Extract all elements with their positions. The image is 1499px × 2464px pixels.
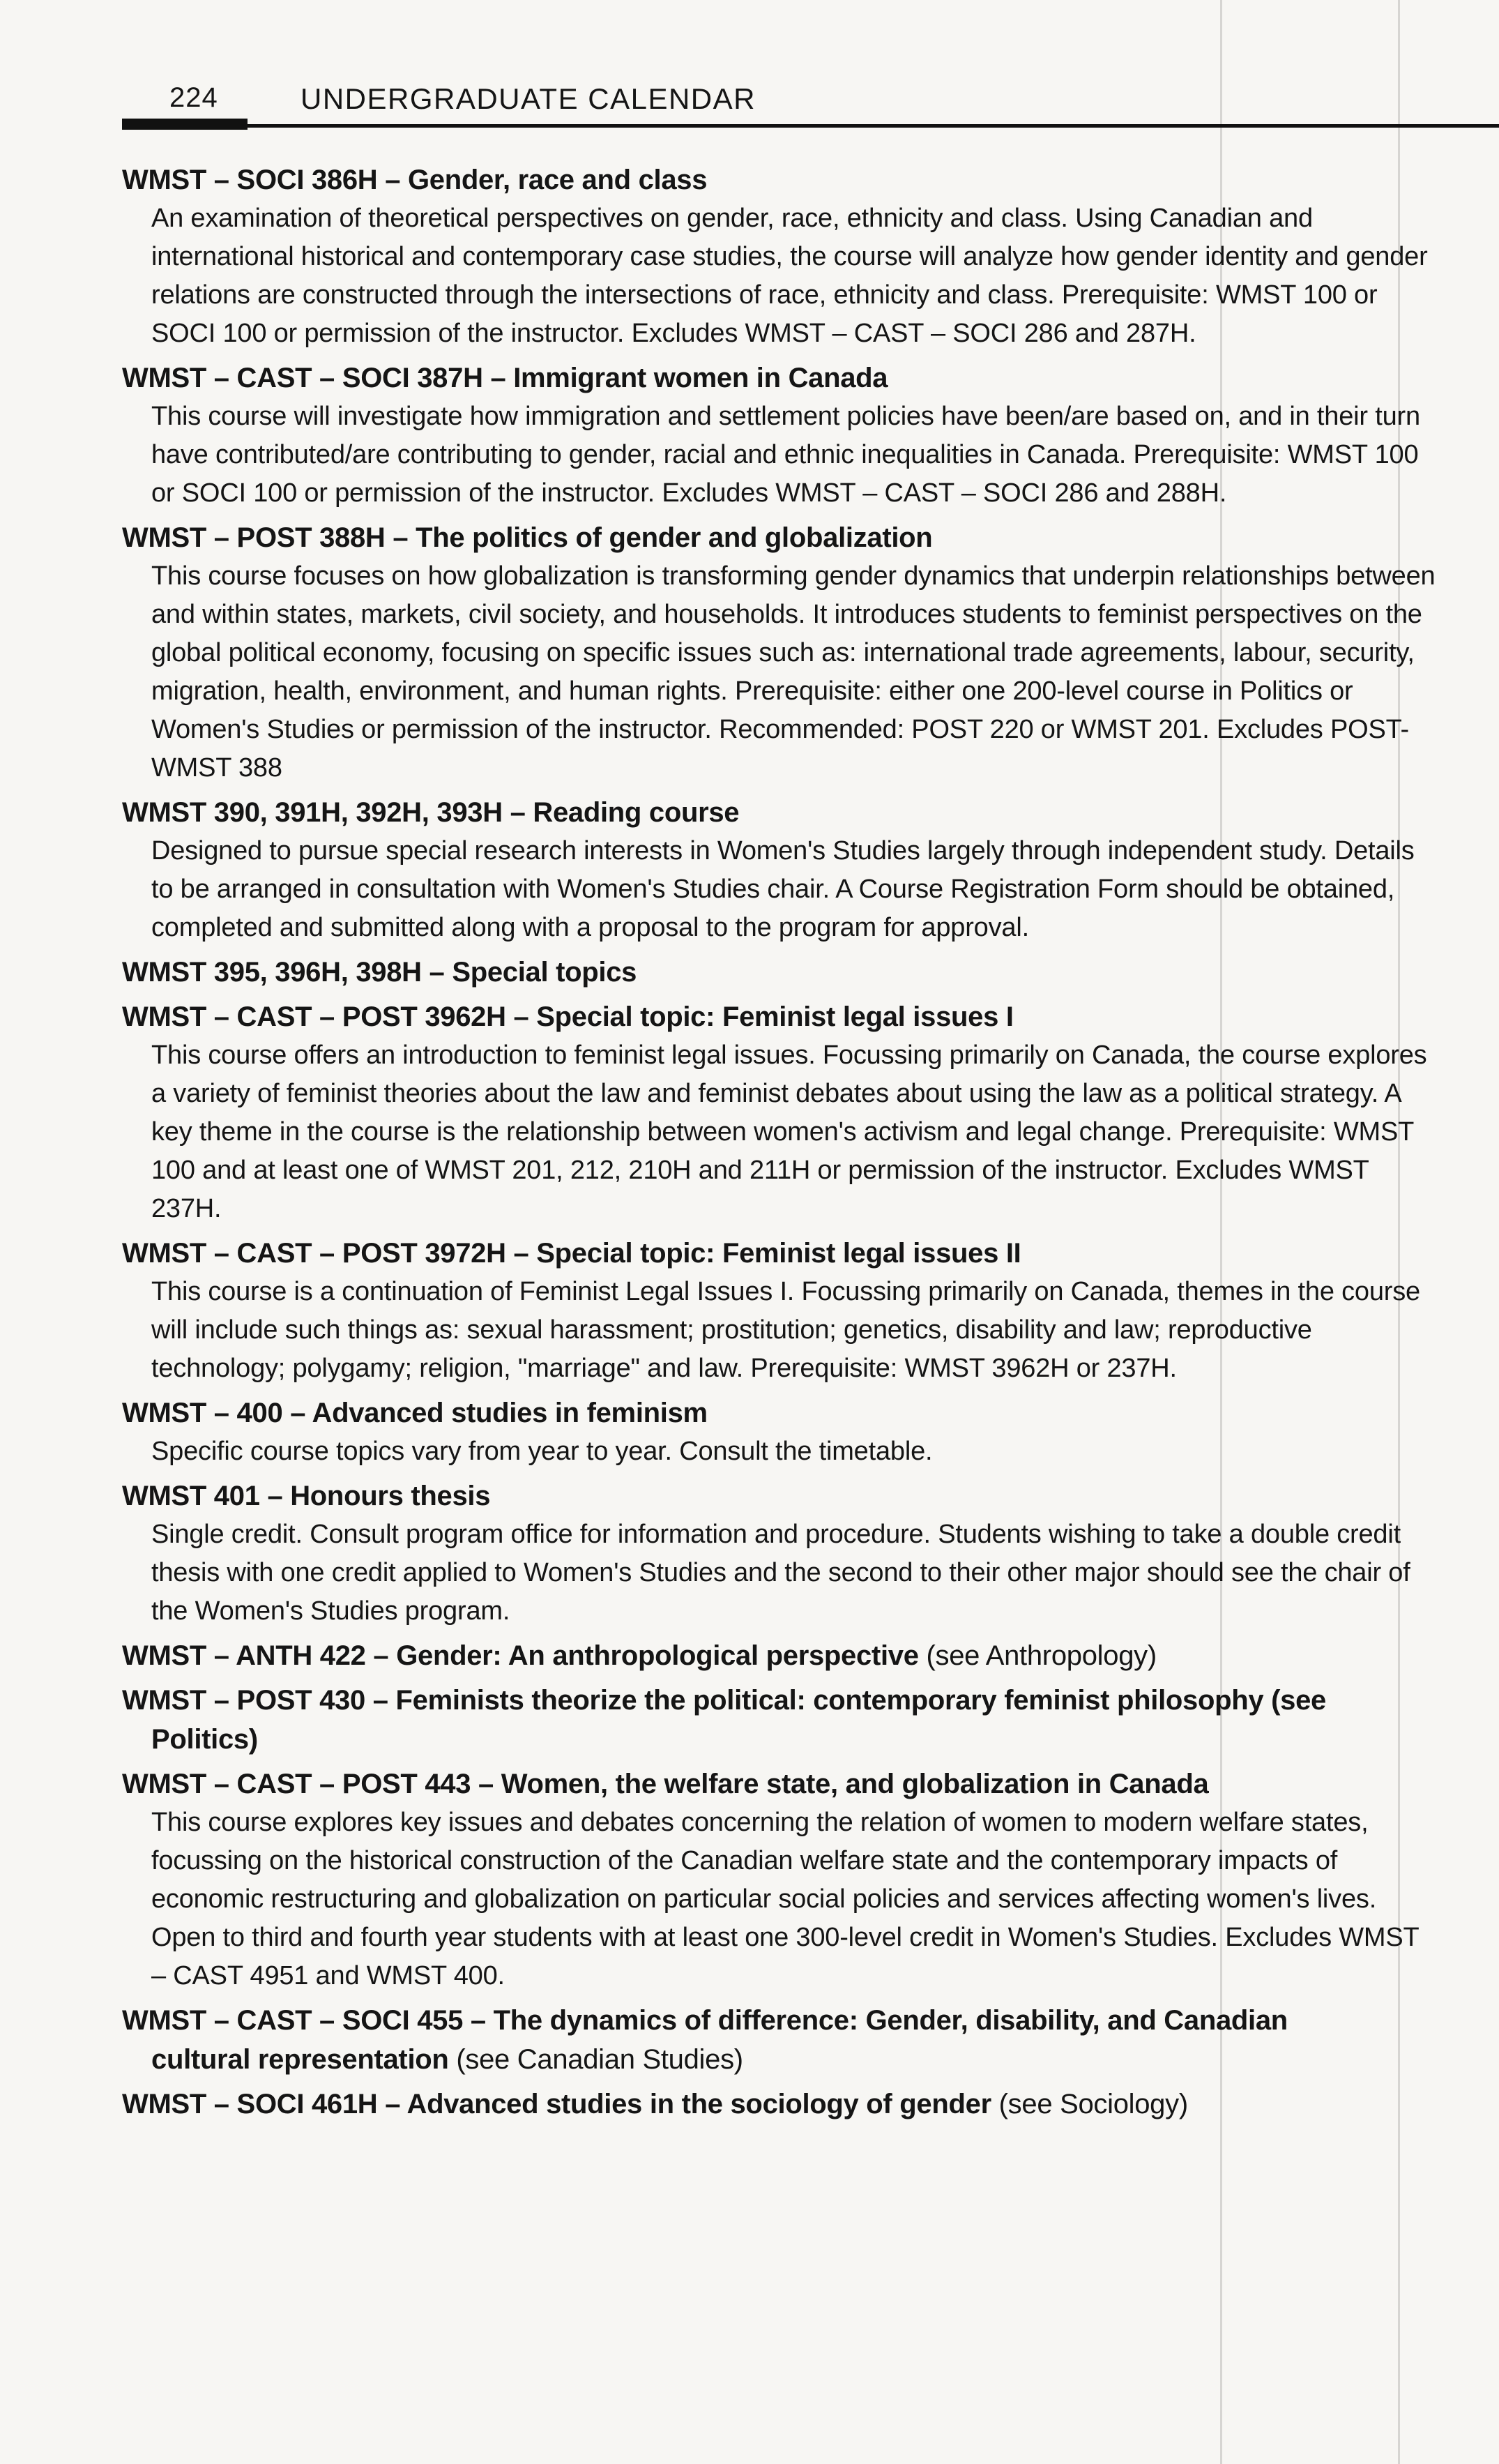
course-description: This course explores key issues and debates concerning the relation of women to modern welfare states, focussing on the historical construction of the Canadian welfare state and the contemporary impacts of economic restructuring and globalization on particular social policies and services affecting women's lives. Open to third and fourth year students with at least one 300-level credit in Women's Studies. Excludes WMST – CAST 4951 and WMST 400. bbox=[151, 1808, 1419, 1990]
course-title-text: cultural representation bbox=[151, 2044, 449, 2075]
course-title: WMST – CAST – POST 443 – Women, the welfare state, and globalization in Canada bbox=[122, 1769, 1209, 1799]
course-entry bbox=[122, 160, 1436, 353]
course-entry bbox=[122, 1476, 1436, 1631]
course-title: WMST 390, 391H, 392H, 393H – Reading course bbox=[122, 797, 740, 828]
course-entry bbox=[122, 2085, 1436, 2124]
course-entry bbox=[122, 1234, 1436, 1388]
course-description: This course offers an introduction to feminist legal issues. Focussing primarily on Canada, the course explores a variety of feminist theories about the law and feminist debates about using the law as a political strategy. A key theme in the course is the relationship between women's activism and legal change. Prerequisite: WMST 100 and at least one of WMST 201, 212, 210H and 211H or permission of the instructor. Excludes WMST 237H. bbox=[151, 1041, 1427, 1223]
course-entry bbox=[122, 2001, 1436, 2079]
header-rule bbox=[248, 124, 1499, 128]
course-entry bbox=[122, 953, 1436, 992]
course-description: Single credit. Consult program office for information and procedure. Students wishing to take a double credit thesis with one credit applied to Women's Studies and the second to their other major should see the chair of the Women's Studies program. bbox=[151, 1520, 1410, 1626]
course-description: This course is a continuation of Feminist Legal Issues I. Focussing primarily on Canada, themes in the course will include such things as: sexual harassment; prostitution; genetics, disability and law; reproductive technology; polygamy; religion, "marriage" and law. Prerequisite: WMST 3962H or 237H. bbox=[151, 1277, 1420, 1383]
course-description: An examination of theoretical perspectives on gender, race, ethnicity and class. Using Canadian and international historical and contemporary case studies, the course will analyze how gender identity and gender relations are constructed through the intersections of race, ethnicity and class. Prerequisite: WMST 100 or SOCI 100 or permission of the instructor. Excludes WMST – CAST – SOCI 286 and 287H. bbox=[151, 204, 1428, 348]
course-description: This course will investigate how immigration and settlement policies have been/are based on, and in their turn have contributed/are contributing to gender, racial and ethnic inequalities in Canada. Prerequisite: WMST 100 or SOCI 100 or permission of the instructor. Excludes WMST – CAST – SOCI 286 and 288H. bbox=[151, 402, 1420, 508]
course-entry bbox=[122, 1681, 1436, 1759]
course-title: WMST – CAST – SOCI 387H – Immigrant women in Canada bbox=[122, 363, 888, 393]
cross-reference: (see Sociology) bbox=[991, 2089, 1188, 2119]
cross-reference: (see Canadian Studies) bbox=[448, 2044, 743, 2075]
course-entry bbox=[122, 518, 1436, 787]
course-description: Specific course topics vary from year to year. Consult the timetable. bbox=[151, 1437, 933, 1466]
cross-reference: (see Anthropology) bbox=[918, 1640, 1157, 1671]
course-entry bbox=[122, 997, 1436, 1228]
header-rule-thick bbox=[122, 119, 248, 130]
course-title: WMST – CAST – POST 3972H – Special topic: Feminist legal issues II bbox=[122, 1238, 1021, 1269]
course-entry bbox=[122, 1764, 1436, 1995]
page-header bbox=[122, 78, 1436, 133]
course-title: WMST – 400 – Advanced studies in feminism bbox=[122, 1398, 708, 1428]
course-title bbox=[122, 2085, 1436, 2124]
course-title bbox=[122, 1636, 1436, 1675]
course-description: Designed to pursue special research interests in Women's Studies largely through independent study. Details to be arranged in consultation with Women's Studies chair. A Course Registration Form should be obtained, completed and submitted along with a proposal to the program for approval. bbox=[151, 836, 1415, 942]
course-title-text: WMST – ANTH 422 – Gender: An anthropological perspective bbox=[122, 1640, 919, 1671]
course-list bbox=[122, 160, 1436, 2129]
course-title: WMST 401 – Honours thesis bbox=[122, 1481, 491, 1511]
course-title: WMST – CAST – SOCI 455 – The dynamics of difference: Gender, disability, and Canadian bbox=[122, 2005, 1288, 2036]
course-entry bbox=[122, 1393, 1436, 1471]
course-title: WMST – POST 430 – Feminists theorize the political: contemporary feminist philosophy (see bbox=[122, 1685, 1326, 1716]
page-number: 224 bbox=[169, 82, 218, 113]
course-entry bbox=[122, 358, 1436, 513]
running-title: UNDERGRADUATE CALENDAR bbox=[300, 82, 756, 115]
course-title: WMST 395, 396H, 398H – Special topics bbox=[122, 957, 637, 988]
course-title: WMST – CAST – POST 3962H – Special topic: Feminist legal issues I bbox=[122, 1002, 1014, 1032]
course-description: This course focuses on how globalization is transforming gender dynamics that underpin relationships between and within states, markets, civil society, and households. It introduces students to feminist perspectives on the global political economy, focusing on specific issues such as: international trade agreements, labour, security, migration, health, environment, and human rights. Prerequisite: either one 200-level course in Politics or Women's Studies or permission of the instructor. Recommended: POST 220 or WMST 201. Excludes POST-WMST 388 bbox=[151, 561, 1436, 783]
course-title-text: WMST – SOCI 461H – Advanced studies in the sociology of gender bbox=[122, 2089, 991, 2119]
course-title: WMST – POST 388H – The politics of gender and globalization bbox=[122, 522, 933, 553]
course-title-continued: Politics) bbox=[151, 1724, 258, 1755]
course-title: WMST – SOCI 386H – Gender, race and class bbox=[122, 165, 708, 195]
course-title-continued bbox=[122, 2040, 1436, 2079]
course-entry bbox=[122, 793, 1436, 947]
course-entry bbox=[122, 1636, 1436, 1675]
